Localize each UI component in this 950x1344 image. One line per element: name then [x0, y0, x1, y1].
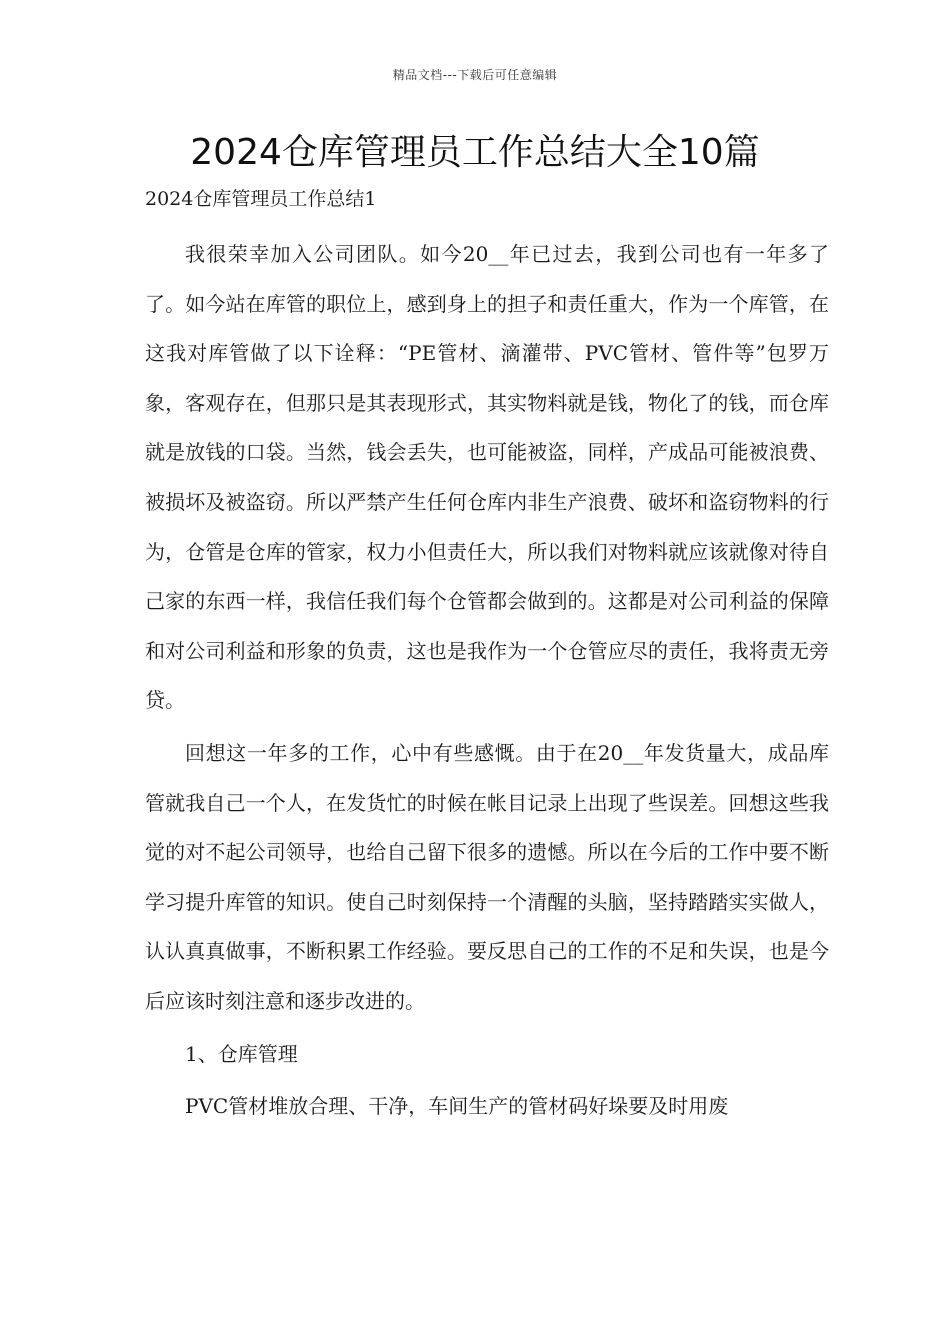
document-body	[145, 230, 829, 1132]
document-title: 2024仓库管理员工作总结大全10篇	[190, 132, 760, 173]
sub-heading: 1、仓库管理	[185, 1041, 298, 1066]
paragraph: 我很荣幸加入公司团队。如今20__年已过去，我到公司也有一年多了了。如今站在库管的职位上，感到身上的担子和责任重大，作为一个库管，在这我对库管做了以下诠释：“PE管材、滴灌带、PVC管材、管件等”包罗万象，客观存在，但那只是其表现形式，其实物料就是钱，物化了的钱，而仓库就是放钱的口袋。当然，钱会丢失，也可能被盗，同样，产成品可能被浪费、被损坏及被盗窃。所以严禁产生任何仓库内非生产浪费、破坏和盗窃物料的行为，仓管是仓库的管家，权力小但责任大，所以我们对物料就应该就像对待自己家的东西一样，我信任我们每个仓管都会做到的。这都是对公司利益的保障和对公司利益和形象的负责，这也是我作为一个仓管应尽的责任，我将责无旁贷。	[145, 242, 829, 713]
section-heading: 2024仓库管理员工作总结1	[145, 188, 377, 210]
header-note: 精品文档---下载后可任意编辑	[392, 68, 558, 82]
paragraph: 回想这一年多的工作，心中有些感慨。由于在20__年发货量大，成品库管就我自己一个人，在发货忙的时候在帐目记录上出现了些误差。回想这些我觉的对不起公司领导，也给自己留下很多的遗憾。所以在今后的工作中要不断学习提升库管的知识。使自己时刻保持一个清醒的头脑，坚持踏踏实实做人，认认真真做事，不断积累工作经验。要反思自己的工作的不足和失误，也是今后应该时刻注意和逐步改进的。	[145, 740, 829, 1013]
paragraph: PVC管材堆放合理、干净，车间生产的管材码好垛要及时用废	[185, 1094, 729, 1119]
